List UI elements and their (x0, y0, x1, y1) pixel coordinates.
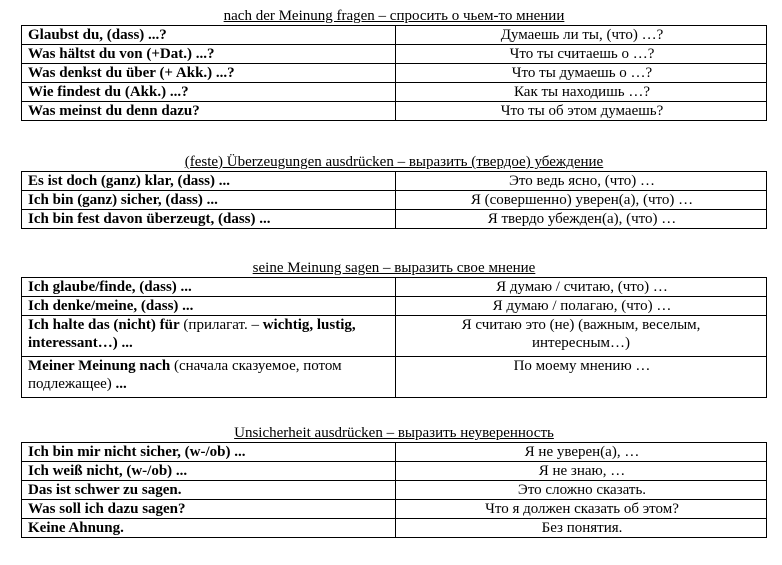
russian-translation: Я (совершенно) уверен(а), (что) … (396, 191, 767, 210)
table-row (22, 45, 767, 64)
phrase-table (21, 25, 767, 121)
russian-translation: Я думаю / считаю, (что) … (396, 278, 767, 297)
russian-translation: Это сложно сказать. (396, 481, 767, 500)
table-row (22, 64, 767, 83)
grammar-note: (сначала сказуемое, потом подлежащее) (28, 358, 342, 392)
grammar-note: (прилагат. – (179, 317, 263, 333)
table-row (22, 191, 767, 210)
section-say-opinion (21, 259, 767, 398)
russian-translation: Я считаю это (не) (важным, веселым, интересным…) (396, 316, 767, 357)
russian-translation: Без понятия. (396, 519, 767, 538)
german-phrase: Keine Ahnung. (22, 519, 396, 538)
german-phrase (22, 316, 396, 357)
table-row (22, 481, 767, 500)
section-title: Unsicherheit ausdrücken – выразить неуверенность (234, 425, 554, 441)
table-row (22, 278, 767, 297)
german-phrase: Ich bin mir nicht sicher, (w-/ob) ... (22, 443, 396, 462)
german-phrase-part: wichtig, lustig, interessant…) ... (28, 317, 356, 351)
german-phrase: Ich bin (ganz) sicher, (dass) ... (22, 191, 396, 210)
section-title: nach der Meinung fragen – спросить о чьем-то мнении (223, 8, 565, 24)
russian-translation: Я твердо убежден(а), (что) … (396, 210, 767, 229)
german-phrase: Das ist schwer zu sagen. (22, 481, 396, 500)
german-phrase-part: ... (111, 376, 127, 392)
table-row (22, 500, 767, 519)
table-row (22, 26, 767, 45)
german-phrase: Es ist doch (ganz) klar, (dass) ... (22, 172, 396, 191)
table-row (22, 462, 767, 481)
russian-translation: Я не знаю, … (396, 462, 767, 481)
russian-translation: Думаешь ли ты, (что) …? (396, 26, 767, 45)
phrase-table (21, 277, 767, 398)
table-row (22, 83, 767, 102)
russian-translation: Что я должен сказать об этом? (396, 500, 767, 519)
german-phrase: Glaubst du, (dass) ...? (22, 26, 396, 45)
russian-translation: Я не уверен(а), … (396, 443, 767, 462)
german-phrase: Ich weiß nicht, (w-/ob) ... (22, 462, 396, 481)
russian-translation: Я думаю / полагаю, (что) … (396, 297, 767, 316)
table-row (22, 102, 767, 121)
table-row (22, 316, 767, 357)
table-row (22, 519, 767, 538)
german-phrase: Was meinst du denn dazu? (22, 102, 396, 121)
section-express-conviction (21, 153, 767, 229)
german-phrase: Was hältst du von (+Dat.) ...? (22, 45, 396, 64)
russian-translation: Как ты находишь …? (396, 83, 767, 102)
table-row (22, 357, 767, 398)
table-row (22, 210, 767, 229)
section-title: (feste) Überzeugungen ausdrücken – выразить (твердое) убеждение (184, 154, 604, 170)
german-phrase: Was denkst du über (+ Akk.) ...? (22, 64, 396, 83)
german-phrase: Ich bin fest davon überzeugt, (dass) ... (22, 210, 396, 229)
russian-translation: Что ты считаешь о …? (396, 45, 767, 64)
german-phrase-part: Meiner Meinung nach (28, 358, 171, 374)
german-phrase (22, 357, 396, 398)
russian-translation: Что ты об этом думаешь? (396, 102, 767, 121)
german-phrase: Was soll ich dazu sagen? (22, 500, 396, 519)
german-phrase: Ich denke/meine, (dass) ... (22, 297, 396, 316)
russian-translation: Что ты думаешь о …? (396, 64, 767, 83)
phrase-table (21, 442, 767, 538)
german-phrase: Wie findest du (Akk.) ...? (22, 83, 396, 102)
table-row (22, 172, 767, 191)
phrase-table (21, 171, 767, 229)
russian-translation: По моему мнению … (396, 357, 767, 398)
section-title: seine Meinung sagen – выразить свое мнение (252, 260, 536, 276)
table-row (22, 297, 767, 316)
table-row (22, 443, 767, 462)
section-express-uncertainty (21, 424, 767, 538)
russian-translation: Это ведь ясно, (что) … (396, 172, 767, 191)
german-phrase-part: Ich halte das (nicht) für (28, 317, 180, 333)
german-phrase: Ich glaube/finde, (dass) ... (22, 278, 396, 297)
section-ask-opinion (21, 7, 767, 121)
